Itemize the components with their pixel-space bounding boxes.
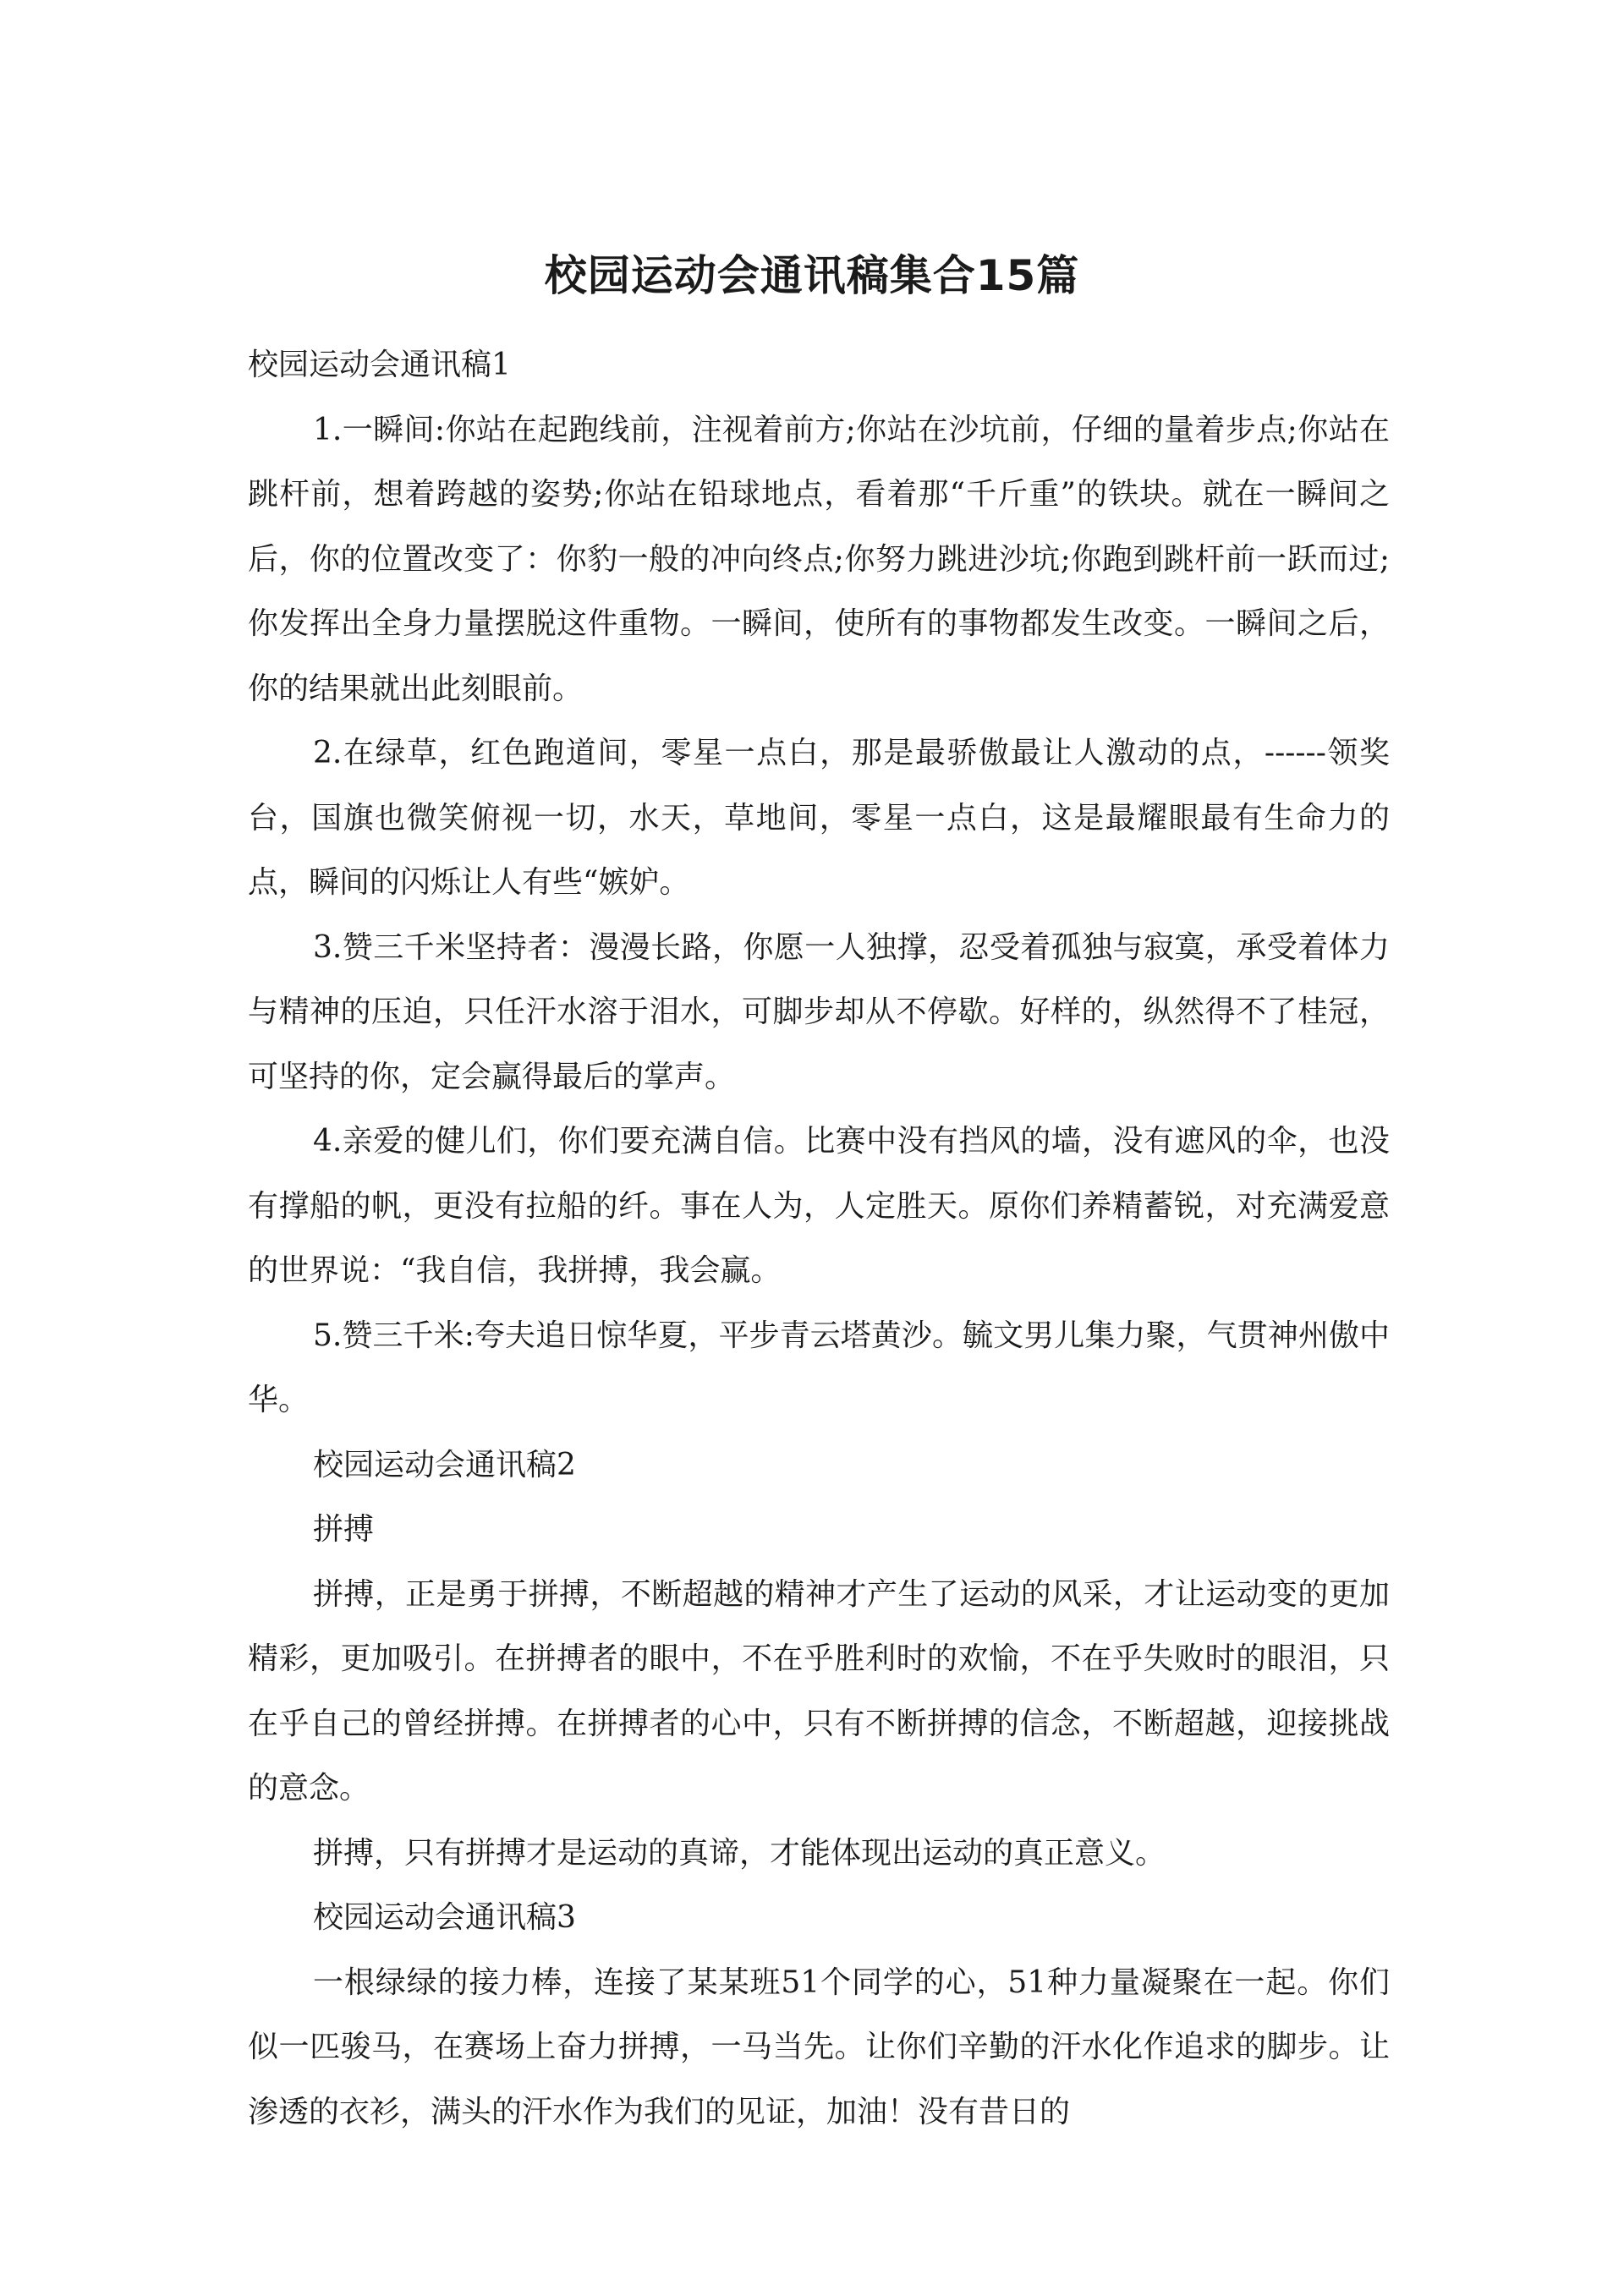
- paragraph: 5.赞三千米:夸夫追日惊华夏，平步青云塔黄沙。毓文男儿集力聚，气贯神州傲中华。: [248, 1318, 1390, 1417]
- section-heading-2: 校园运动会通讯稿2: [313, 1447, 576, 1482]
- section-heading-1: 校园运动会通讯稿1: [248, 348, 511, 382]
- paragraph: 拼搏，正是勇于拼搏，不断超越的精神才产生了运动的风采，才让运动变的更加精彩，更加吸引。在拼搏者的眼中，不在乎胜利时的欢愉，不在乎失败时的眼泪，只在乎自己的曾经拼搏。在拼搏者的心中，只有不断拼搏的信念，不断超越，迎接挑战的意念。: [248, 1576, 1390, 1806]
- subheading: 拼搏: [313, 1512, 375, 1547]
- section-heading-3: 校园运动会通讯稿3: [313, 1900, 576, 1935]
- paragraph: 一根绿绿的接力棒，连接了某某班51个同学的心，51种力量凝聚在一起。你们似一匹骏马，在赛场上奋力拼搏，一马当先。让你们辛勤的汗水化作追求的脚步。让渗透的衣衫，满头的汗水作为我们的见证，加油！没有昔日的: [248, 1964, 1390, 2129]
- paragraph: 2.在绿草，红色跑道间，零星一点白，那是最骄傲最让人激动的点，------领奖台，国旗也微笑俯视一切，水天，草地间，零星一点白，这是最耀眼最有生命力的点，瞬间的闪烁让人有些“嫉妒。: [248, 736, 1390, 900]
- document-title: 校园运动会通讯稿集合15篇: [544, 251, 1080, 300]
- paragraph: 4.亲爱的健儿们，你们要充满自信。比赛中没有挡风的墙，没有遮风的伞，也没有撑船的帆，更没有拉船的纤。事在人为，人定胜天。原你们养精蓄锐，对充满爱意的世界说：“我自信，我拼搏，我会赢。: [248, 1124, 1390, 1288]
- paragraph: 1.一瞬间:你站在起跑线前，注视着前方;你站在沙坑前，仔细的量着步点;你站在跳杆前，想着跨越的姿势;你站在铅球地点，看着那“千斤重”的铁块。就在一瞬间之后，你的位置改变了：你豹一般的冲向终点;你努力跳进沙坑;你跑到跳杆前一跃而过;你发挥出全身力量摆脱这件重物。一瞬间，使所有的事物都发生改变。一瞬间之后，你的结果就出此刻眼前。: [248, 412, 1390, 706]
- paragraph: 3.赞三千米坚持者：漫漫长路，你愿一人独撑，忍受着孤独与寂寞，承受着体力与精神的压迫，只任汗水溶于泪水，可脚步却从不停歇。好样的，纵然得不了桂冠，可坚持的你，定会赢得最后的掌声。: [248, 929, 1390, 1094]
- document-body: [248, 333, 1390, 2145]
- paragraph: 拼搏，只有拼搏才是运动的真谛，才能体现出运动的真正意义。: [313, 1835, 1166, 1871]
